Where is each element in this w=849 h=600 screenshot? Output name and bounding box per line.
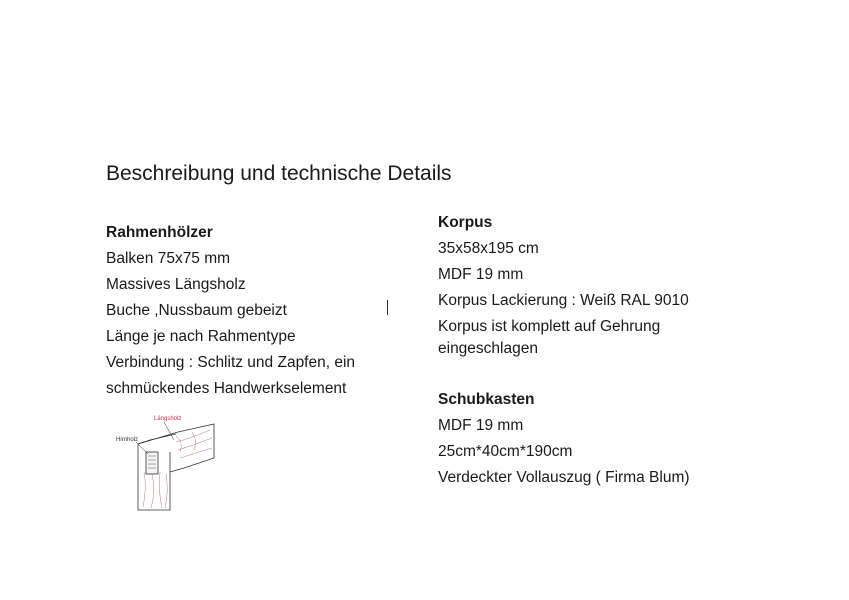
label-hirnholz: Hirnholz	[116, 437, 139, 443]
rahmenhoelzer-line: Buche ,Nussbaum gebeizt	[106, 302, 287, 319]
mortise-tenon-drawing	[114, 412, 218, 512]
beam-top-edge	[138, 434, 176, 444]
korpus-line: MDF 19 mm	[438, 266, 524, 283]
right-column	[438, 210, 838, 491]
rahmenhoelzer-section	[106, 220, 406, 402]
schubkasten-line: Verdeckter Vollauszug ( Firma Blum)	[438, 469, 690, 486]
rahmenhoelzer-line: Balken 75x75 mm	[106, 250, 231, 267]
leader-top	[164, 422, 174, 440]
schubkasten-heading: Schubkasten	[438, 391, 535, 408]
korpus-line: 35x58x195 cm	[438, 240, 539, 257]
rahmenhoelzer-heading: Rahmenhölzer	[106, 224, 213, 241]
korpus-line: Korpus ist komplett auf Gehrung eingeschlagen	[438, 318, 661, 357]
korpus-section	[438, 210, 838, 360]
rahmenhoelzer-line: schmückendes Handwerkselement	[106, 380, 347, 397]
rahmenhoelzer-line: Länge je nach Rahmentype	[106, 328, 296, 345]
schubkasten-line: 25cm*40cm*190cm	[438, 443, 573, 460]
label-laengsholz: Längsholz	[154, 416, 182, 422]
rahmenhoelzer-line: Massives Längsholz	[106, 276, 246, 293]
section-spacer	[438, 360, 838, 387]
korpus-line: Korpus Lackierung : Weiß RAL 9010	[438, 292, 689, 309]
schubkasten-line: MDF 19 mm	[438, 417, 524, 434]
page-title: Beschreibung und technische Details	[106, 162, 452, 185]
tenon-end	[146, 452, 158, 474]
schubkasten-section	[438, 387, 838, 491]
rahmenhoelzer-line: Verbindung : Schlitz und Zapfen, ein	[106, 354, 356, 371]
korpus-heading: Korpus	[438, 214, 493, 231]
text-cursor	[387, 300, 388, 315]
